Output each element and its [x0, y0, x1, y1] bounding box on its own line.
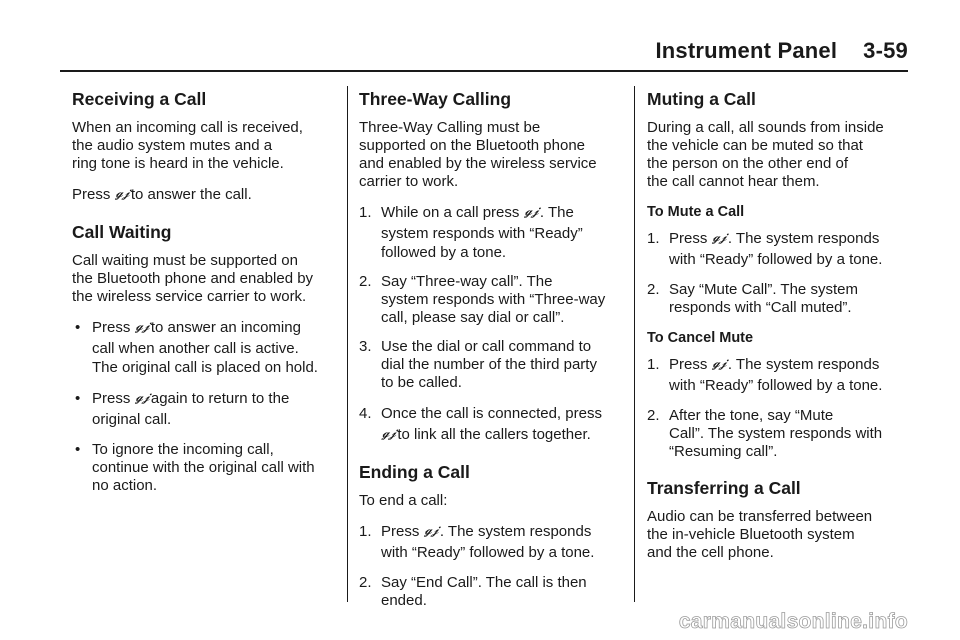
- waiting-paragraph: Call waiting must be supported on the Bluetooth phone and enabled by the wireless service carrier to work.: [72, 252, 314, 305]
- section-title-ending: Ending a Call: [359, 462, 470, 482]
- transfer-paragraph: Audio can be transferred between the in-vehicle Bluetooth system and the cell phone.: [647, 508, 873, 561]
- page-header: [655, 38, 908, 64]
- list-item: • Press 𝓰𝓳 again to return to the original call.: [72, 388, 334, 430]
- phone-call-icon: 𝓰𝓳: [712, 355, 726, 370]
- phone-call-icon: 𝓰𝓳: [382, 425, 396, 440]
- watermark: carmanualsonline.info: [678, 610, 908, 633]
- column-divider-2: [634, 86, 635, 602]
- receiving-paragraph: When an incoming call is received, the audio system mutes and a ring tone is heard in the vehicle.: [72, 119, 303, 172]
- threeway-steps: [359, 202, 621, 445]
- section-title-transfer: Transferring a Call: [647, 478, 801, 498]
- column-1: [72, 88, 334, 506]
- page-number: 3-59: [863, 38, 908, 63]
- ending-steps: [359, 521, 621, 610]
- receiving-press-paragraph: Press 𝓰𝓳 to answer the call.: [72, 184, 334, 205]
- phone-call-icon: 𝓰𝓳: [115, 185, 129, 200]
- list-item: 3. Use the dial or call command to dial the number of the third party to be called.: [359, 338, 597, 391]
- section-title-waiting: Call Waiting: [72, 222, 172, 242]
- phone-call-icon: 𝓰𝓳: [135, 389, 149, 404]
- column-2: [359, 88, 621, 621]
- phone-call-icon: 𝓰𝓳: [135, 318, 149, 333]
- phone-call-icon: 𝓰𝓳: [424, 522, 438, 537]
- list-item: • To ignore the incoming call, continue with the original call with no action.: [75, 441, 315, 494]
- list-item: 2. Say “Three-way call”. The system responds with “Three-way call, please say dial or call”.: [359, 273, 606, 326]
- header-title: Instrument Panel: [655, 38, 838, 63]
- subtitle-mute: To Mute a Call: [647, 204, 745, 220]
- list-item: 1. Press 𝓰𝓳 . The system responds with “Ready” followed by a tone.: [359, 521, 621, 563]
- section-title-receiving: Receiving a Call: [72, 89, 207, 109]
- header-rule: [60, 70, 908, 72]
- subtitle-cancel: To Cancel Mute: [647, 330, 754, 346]
- phone-call-icon: 𝓰𝓳: [524, 203, 538, 218]
- list-item: 2. After the tone, say “Mute Call”. The system responds with “Resuming call”.: [647, 407, 883, 460]
- list-item: 2. Say “End Call”. The call is then ended.: [359, 574, 587, 609]
- list-item: 4. Once the call is connected, press 𝓰𝓳 to link all the callers together.: [359, 405, 602, 443]
- list-item: 1. Press 𝓰𝓳 . The system responds with “Ready” followed by a tone.: [647, 228, 909, 270]
- list-item: • Press 𝓰𝓳 to answer an incoming call when another call is active. The original call is placed on hold.: [72, 317, 334, 377]
- column-divider-1: [347, 86, 348, 602]
- threeway-paragraph: Three-Way Calling must be supported on the Bluetooth phone and enabled by the wireless service carrier to work.: [359, 119, 597, 190]
- waiting-bullet-list: [72, 317, 334, 495]
- mute-steps: [647, 228, 909, 317]
- list-item: 1. While on a call press 𝓰𝓳 . The system responds with “Ready” followed by a tone.: [359, 202, 621, 262]
- list-item: 1. Press 𝓰𝓳 . The system responds with “Ready” followed by a tone.: [647, 354, 909, 396]
- column-3: [647, 88, 909, 573]
- cancel-steps: [647, 354, 909, 461]
- phone-call-icon: 𝓰𝓳: [712, 229, 726, 244]
- ending-paragraph: To end a call:: [359, 492, 448, 509]
- section-title-muting: Muting a Call: [647, 89, 756, 109]
- list-item: 2. Say “Mute Call”. The system responds with “Call muted”.: [647, 281, 858, 316]
- section-title-threeway: Three-Way Calling: [359, 89, 512, 109]
- muting-paragraph: During a call, all sounds from inside the vehicle can be muted so that the person on the other end of the call cannot hear them.: [647, 119, 884, 190]
